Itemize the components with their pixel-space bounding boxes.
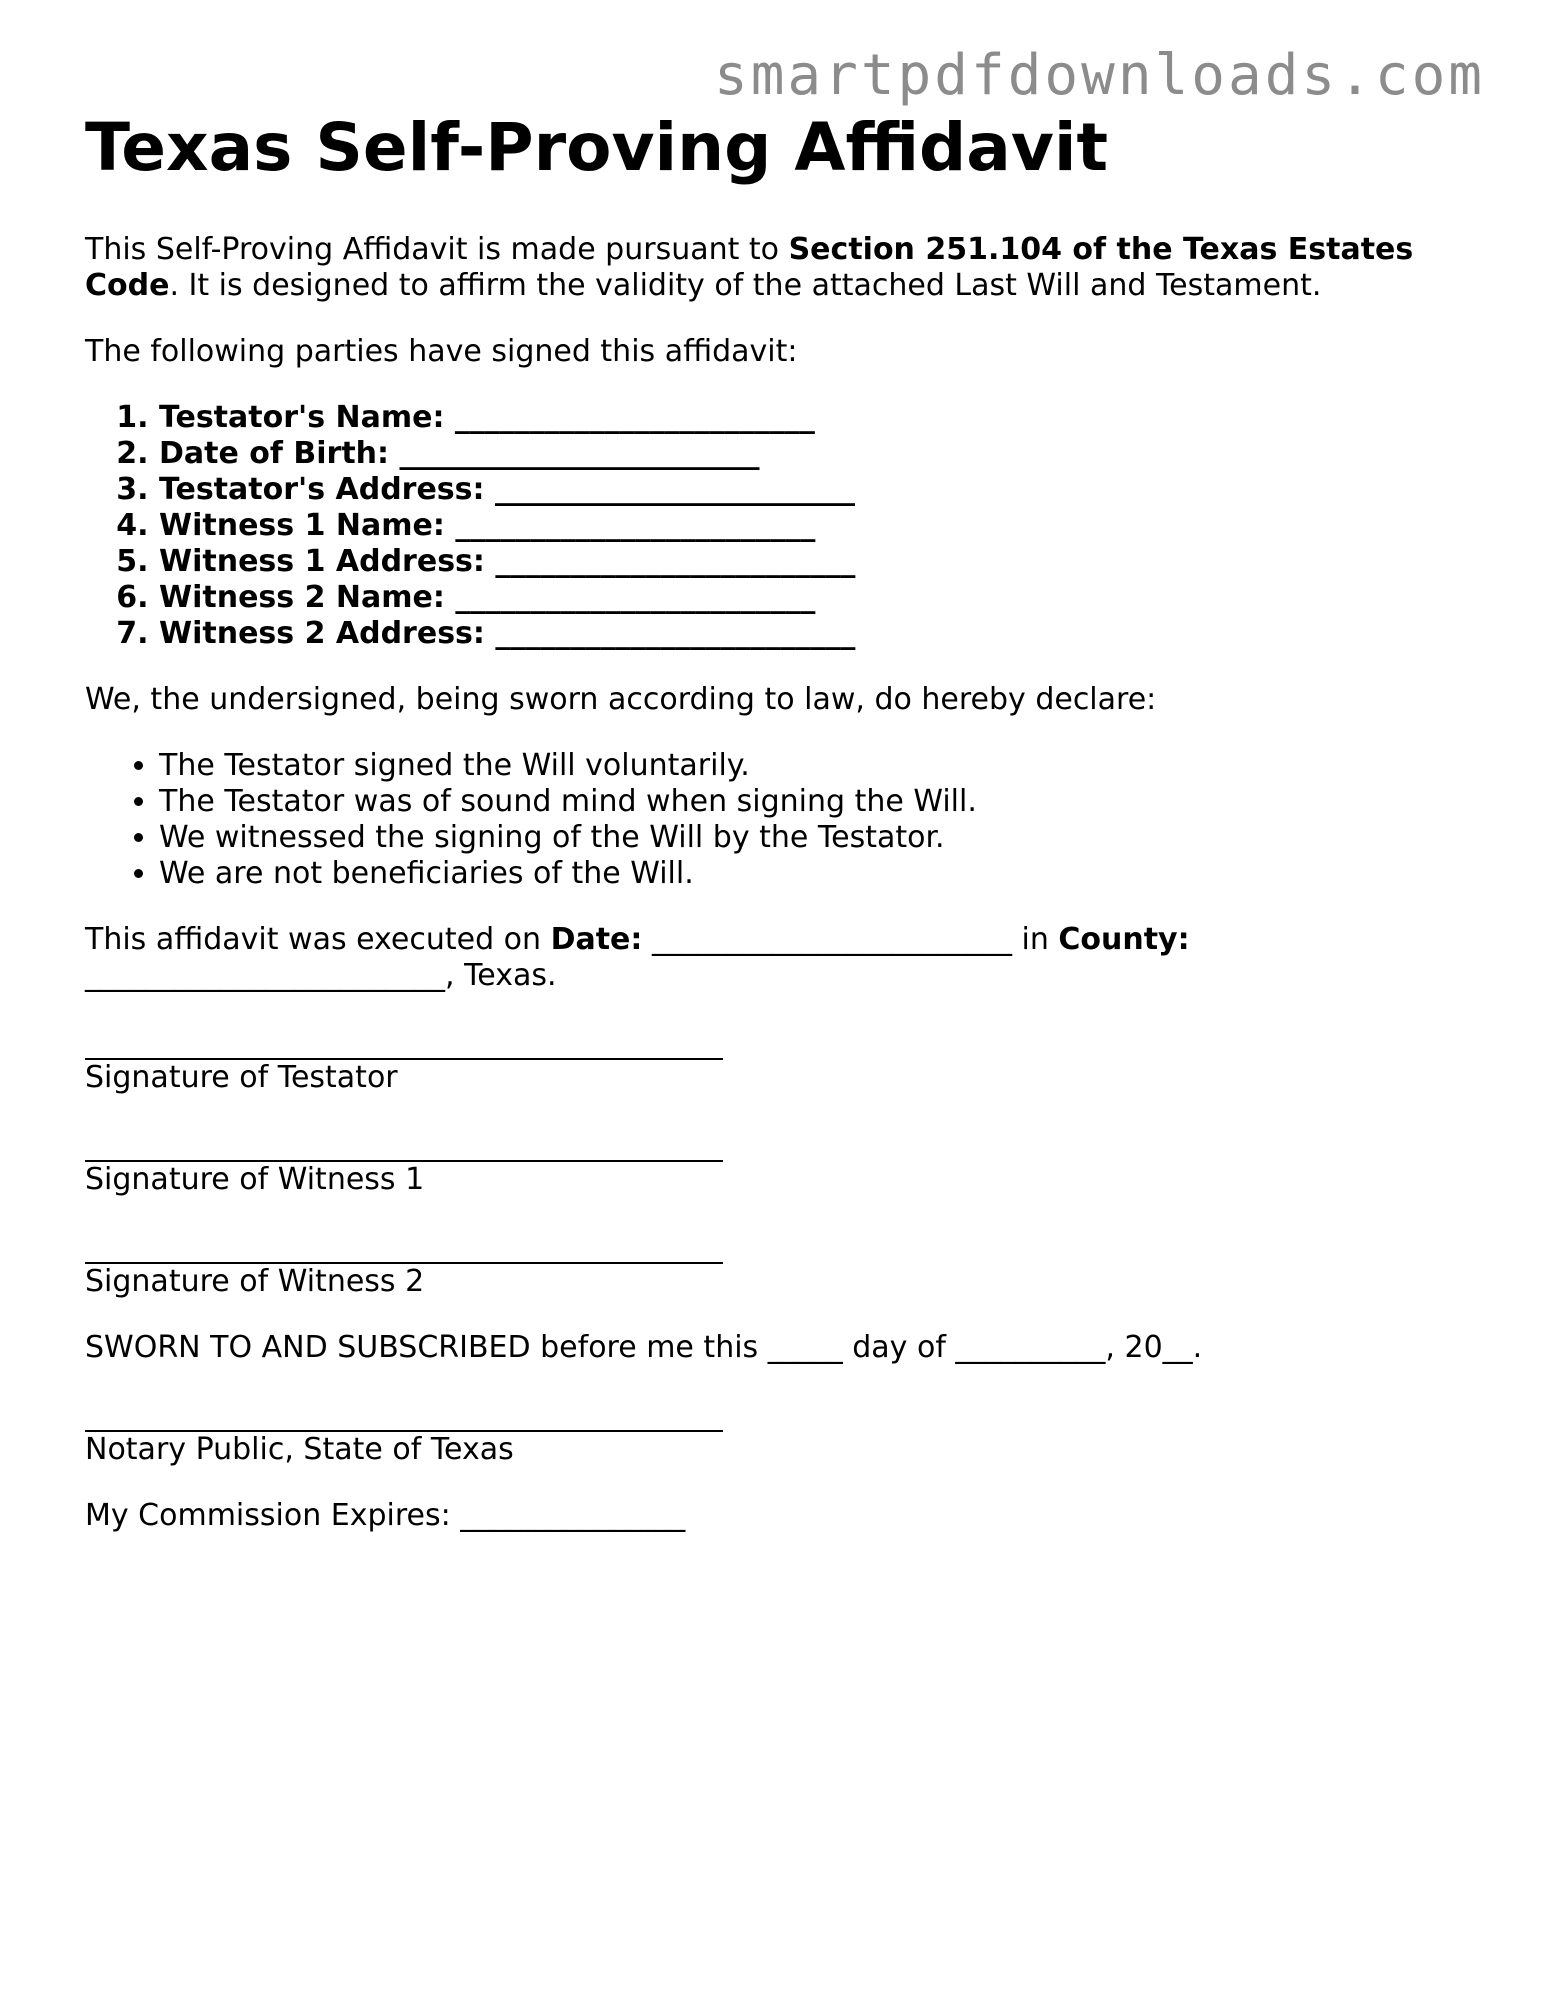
party-item-witness2-address — [159, 616, 1485, 652]
party-label: Witness 1 Name: — [159, 508, 445, 543]
notary-signature-block — [85, 1396, 1485, 1468]
party-item-witness1-name — [159, 508, 1485, 544]
witness1-signature-line[interactable] — [85, 1126, 723, 1162]
witness2-signature-caption: Signature of Witness 2 — [85, 1264, 425, 1299]
execution-prefix: This affidavit was executed on — [85, 922, 551, 957]
parties-list — [85, 400, 1485, 652]
watermark: smartpdfdownloads.com — [713, 43, 1485, 108]
party-label: Witness 2 Name: — [159, 580, 445, 615]
party-item-testator-name — [159, 400, 1485, 436]
party-blank[interactable]: ________________________ — [494, 472, 855, 507]
testator-signature-caption: Signature of Testator — [85, 1060, 398, 1095]
code-reference: Section 251.104 of the Texas Estates Code — [85, 232, 1414, 303]
party-label: Date of Birth: — [159, 436, 390, 471]
intro-text-after: . It is designed to affirm the validity of the attached Last Will and Testament. — [169, 268, 1322, 303]
declaration-item: • The Testator signed the Will voluntarily. — [159, 748, 1485, 784]
page-title: Texas Self-Proving Affidavit — [85, 109, 1109, 186]
party-item-testator-address — [159, 472, 1485, 508]
party-label: Witness 1 Address: — [159, 544, 485, 579]
party-blank[interactable]: ________________________ — [495, 616, 856, 651]
witness2-signature-block — [85, 1228, 1485, 1300]
testator-signature-line[interactable] — [85, 1024, 723, 1060]
execution-suffix: , Texas. — [445, 958, 557, 993]
party-item-witness1-address — [159, 544, 1485, 580]
execution-paragraph — [85, 922, 1485, 994]
county-blank[interactable]: ________________________ — [85, 958, 445, 993]
party-label: Testator's Name: — [159, 400, 445, 435]
party-item-date-of-birth — [159, 436, 1485, 472]
county-label: County: — [1058, 922, 1190, 957]
notary-signature-line[interactable] — [85, 1396, 723, 1432]
commission-expires: My Commission Expires: _______________ — [85, 1498, 686, 1533]
declaration-intro: We, the undersigned, being sworn according to law, do hereby declare: — [85, 682, 1157, 717]
witness1-signature-block — [85, 1126, 1485, 1198]
declaration-item: • We witnessed the signing of the Will by the Testator. — [159, 820, 1485, 856]
date-blank[interactable]: ________________________ in — [642, 922, 1059, 957]
witness1-signature-caption: Signature of Witness 1 — [85, 1162, 425, 1197]
sworn-statement: SWORN TO AND SUBSCRIBED before me this _____ day of __________, 20__. — [85, 1330, 1203, 1365]
party-blank[interactable]: ________________________ — [455, 508, 816, 543]
declarations-list — [85, 748, 1485, 892]
affidavit-document — [85, 108, 1485, 1564]
notary-caption: Notary Public, State of Texas — [85, 1432, 514, 1467]
party-label: Testator's Address: — [159, 472, 485, 507]
testator-signature-block — [85, 1024, 1485, 1096]
party-label: Witness 2 Address: — [159, 616, 485, 651]
intro-paragraph — [85, 232, 1485, 304]
declaration-item: • The Testator was of sound mind when signing the Will. — [159, 784, 1485, 820]
parties-intro: The following parties have signed this affidavit: — [85, 334, 798, 369]
party-blank[interactable]: ________________________ — [495, 544, 856, 579]
party-item-witness2-name — [159, 580, 1485, 616]
party-blank[interactable]: ________________________ — [399, 436, 760, 471]
intro-text-before: This Self-Proving Affidavit is made pursuant to — [85, 232, 789, 267]
declaration-item: • We are not beneficiaries of the Will. — [159, 856, 1485, 892]
party-blank[interactable]: ________________________ — [454, 400, 815, 435]
party-blank[interactable]: ________________________ — [455, 580, 816, 615]
witness2-signature-line[interactable] — [85, 1228, 723, 1264]
date-label: Date: — [550, 922, 643, 957]
